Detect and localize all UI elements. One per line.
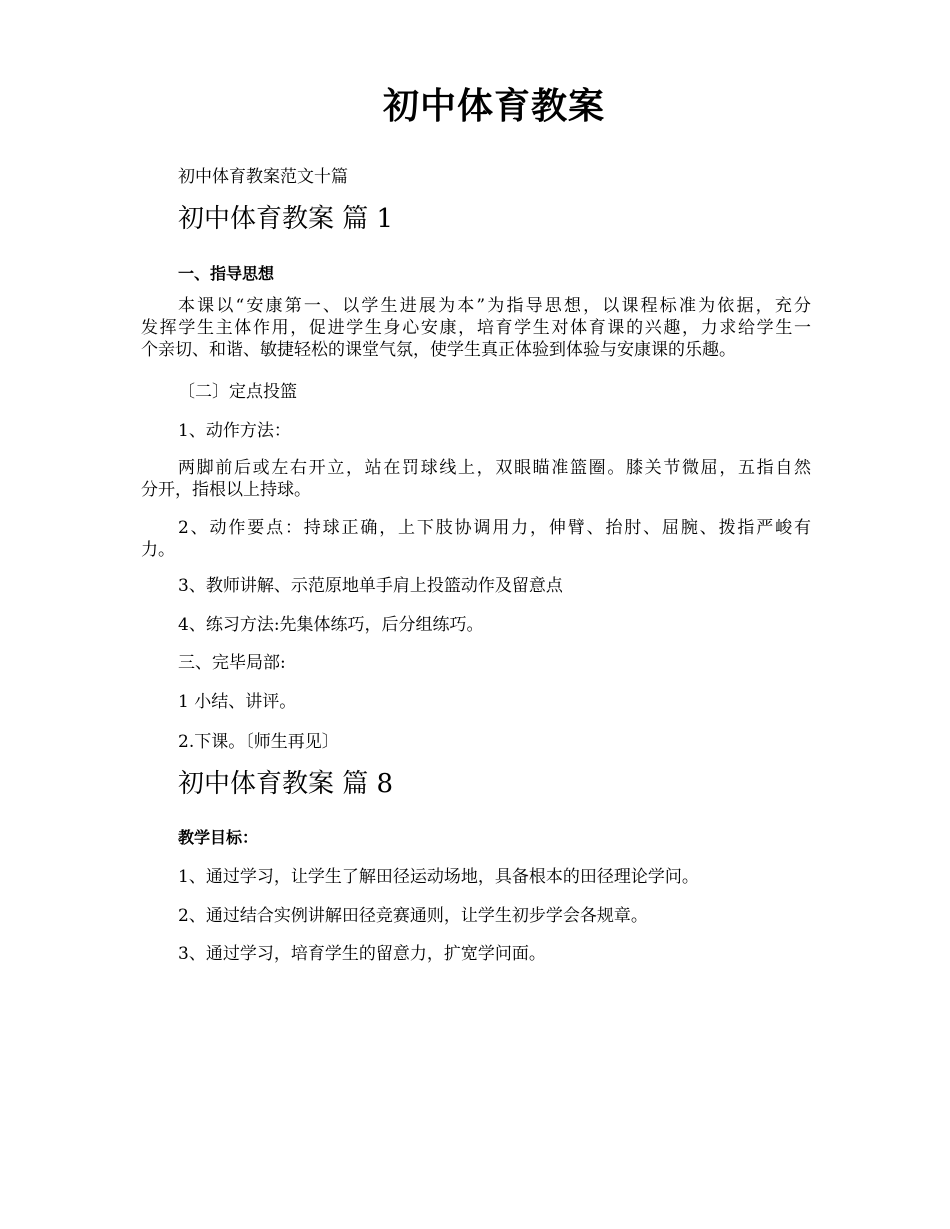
fixed-shot-heading: 〔二〕定点投篮 xyxy=(178,382,297,402)
section-heading-8: 初中体育教案 篇 8 xyxy=(178,769,394,799)
dismiss-line: 2.下课。〔师生再见〕 xyxy=(178,732,339,752)
section-heading-1: 初中体育教案 篇 1 xyxy=(178,204,394,234)
guide-line-3: 个亲切、和谐、敏捷轻松的课堂气氛，使学生真正体验到体验与安康课的乐趣。 xyxy=(141,340,736,360)
summary-line: 1 小结、讲评。 xyxy=(178,692,297,712)
key-points-paragraph xyxy=(141,517,811,561)
goal-item-3: 3、通过学习，培育学生的留意力，扩宽学问面。 xyxy=(178,944,546,964)
goal-item-2: 2、通过结合实例讲解田径竞赛通则，让学生初步学会各规章。 xyxy=(178,906,648,926)
practice-line: 4、练习方法:先集体练巧，后分组练巧。 xyxy=(178,615,484,635)
goals-heading: 教学目标： xyxy=(178,828,259,847)
key-points-line-2: 力。 xyxy=(141,540,175,560)
method-line-1: 两脚前后或左右开立，站在罚球线上，双眼瞄准篮圈。膝关节微屈，五指自然 xyxy=(178,458,811,478)
guide-heading: 一、指导思想 xyxy=(178,264,275,283)
guide-line-2: 发挥学生主体作用，促进学生身心安康，培育学生对体育课的兴趣，力求给学生一 xyxy=(141,318,811,338)
method-label: 1、动作方法： xyxy=(178,421,291,441)
key-points-line-1: 2、动作要点：持球正确，上下肢协调用力，伸臂、抬肘、屈腕、拨指严峻有 xyxy=(178,518,811,538)
document-title: 初中体育教案 xyxy=(382,85,605,127)
method-paragraph xyxy=(141,457,811,501)
demo-line: 3、教师讲解、示范原地单手肩上投篮动作及留意点 xyxy=(178,576,563,596)
method-line-2: 分开，指根以上持球。 xyxy=(141,480,311,500)
guide-paragraph xyxy=(141,295,811,361)
document-subtitle: 初中体育教案范文十篇 xyxy=(178,167,348,187)
guide-line-1: 本课以“安康第一、以学生进展为本”为指导思想，以课程标准为依据，充分 xyxy=(178,296,811,316)
goal-item-1: 1、通过学习，让学生了解田径运动场地，具备根本的田径理论学问。 xyxy=(178,867,699,887)
ending-heading: 三、完毕局部: xyxy=(178,653,286,673)
